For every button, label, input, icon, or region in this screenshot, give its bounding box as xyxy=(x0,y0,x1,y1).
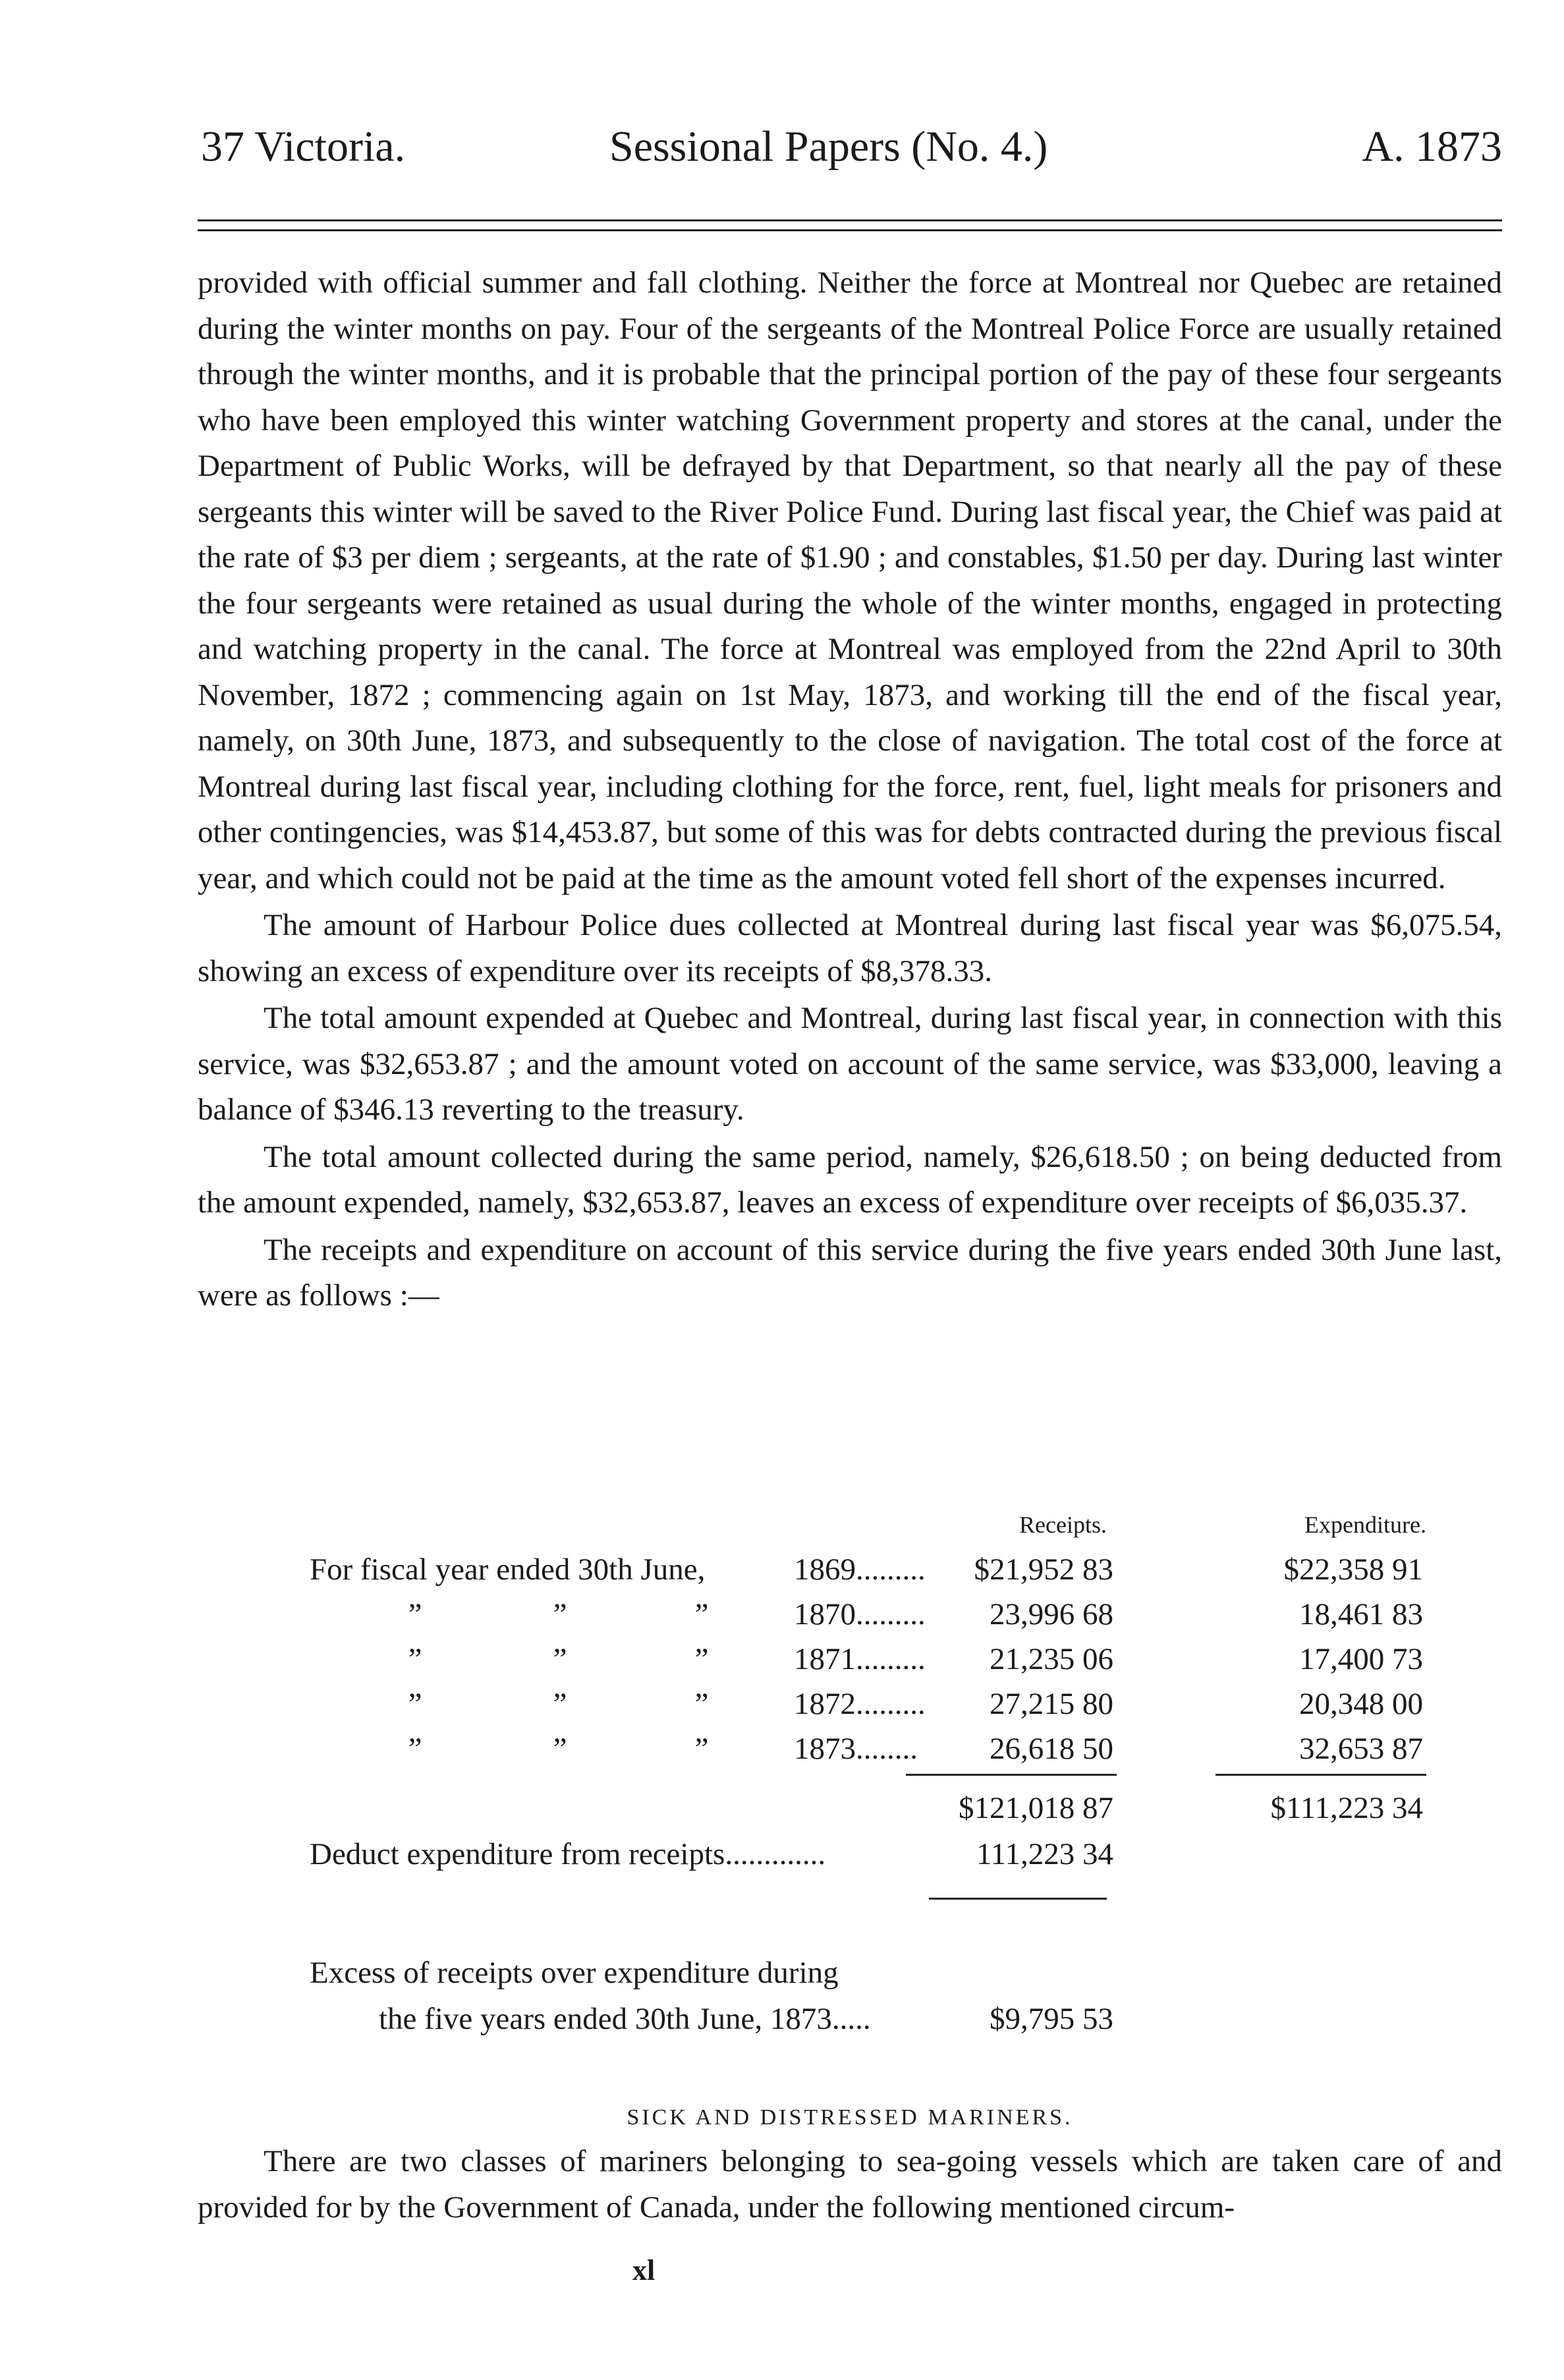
row-year: 1873........ xyxy=(794,1732,918,1766)
page-folio: xl xyxy=(632,2254,656,2286)
col-header-receipts: Receipts. xyxy=(1019,1512,1107,1538)
sum-rule-excess xyxy=(929,1898,1107,1900)
deduct-value: 111,223 34 xyxy=(976,1837,1113,1871)
closing-paragraph-wrap xyxy=(198,2138,1502,2230)
body-text xyxy=(198,260,1502,1319)
row-label: For fiscal year ended 30th June, xyxy=(310,1552,706,1587)
table-row xyxy=(198,1682,1502,1726)
closing-paragraph: There are two classes of mariners belonging to sea-going vessels which are taken care of and provided for by the Government of Canada, under the following mentioned circum- xyxy=(198,2144,1502,2224)
running-header xyxy=(198,122,1502,188)
total-expenditure: $111,223 34 xyxy=(1270,1791,1423,1825)
ditto-mark: ” xyxy=(553,1597,567,1631)
ditto-mark: ” xyxy=(408,1687,422,1721)
ditto-mark: ” xyxy=(694,1687,709,1721)
row-receipts: $21,952 83 xyxy=(974,1552,1113,1587)
sum-rule-receipts xyxy=(906,1774,1117,1776)
ditto-mark: ” xyxy=(694,1642,709,1676)
table-row xyxy=(198,1547,1502,1592)
excess-label-1: Excess of receipts over expenditure during xyxy=(310,1956,839,1990)
row-expenditure: 17,400 73 xyxy=(1299,1642,1423,1676)
row-year: 1870......... xyxy=(794,1597,926,1631)
row-expenditure: 32,653 87 xyxy=(1299,1732,1423,1766)
row-expenditure: 18,461 83 xyxy=(1299,1597,1423,1631)
excess-row-2 xyxy=(198,1997,1502,2041)
row-receipts: 23,996 68 xyxy=(990,1597,1113,1631)
ditto-mark: ” xyxy=(408,1732,422,1766)
ditto-mark: ” xyxy=(408,1597,422,1631)
row-receipts: 26,618 50 xyxy=(990,1732,1113,1766)
excess-value: $9,795 53 xyxy=(990,2002,1113,2036)
row-year: 1872......... xyxy=(794,1687,926,1721)
table-row xyxy=(198,1592,1502,1637)
paragraph-3: The total amount expended at Quebec and Montreal, during last fiscal year, in connection with this service, was $32,653.87 ; and the amount voted on account of the same service, was $33,000, leaving a balance of $346.13 reverting to the treasury. xyxy=(198,1001,1502,1127)
deduct-row xyxy=(198,1832,1502,1877)
ditto-mark: ” xyxy=(408,1642,422,1676)
total-receipts: $121,018 87 xyxy=(959,1791,1113,1825)
ditto-mark: ” xyxy=(694,1597,709,1631)
ditto-mark: ” xyxy=(694,1732,709,1766)
row-year: 1871......... xyxy=(794,1642,926,1676)
row-expenditure: $22,358 91 xyxy=(1283,1552,1423,1587)
row-receipts: 27,215 80 xyxy=(990,1687,1113,1721)
sum-rule-expenditure xyxy=(1215,1774,1426,1776)
paragraph-4: The total amount collected during the same period, namely, $26,618.50 ; on being deducted from the amount expended, namely, $32,653.87, leaves an excess of expenditure over receipts of $6,035.37. xyxy=(198,1139,1502,1220)
receipts-expenditure-table xyxy=(198,1502,1502,2036)
document-page xyxy=(198,122,1502,2036)
excess-label-2: the five years ended 30th June, 1873..... xyxy=(379,2002,871,2036)
row-receipts: 21,235 06 xyxy=(990,1642,1113,1676)
excess-row-1 xyxy=(198,1950,1502,1995)
header-year: A. 1873 xyxy=(1362,123,1502,171)
ditto-mark: ” xyxy=(553,1732,567,1766)
row-year: 1869......... xyxy=(794,1552,926,1587)
paragraph-5: The receipts and expenditure on account of this service during the five years ended 30th June last, were as follows :— xyxy=(198,1232,1502,1313)
header-double-rule xyxy=(198,219,1502,231)
totals-row xyxy=(198,1786,1502,1830)
table-header-row xyxy=(198,1502,1502,1547)
paragraph-1: provided with official summer and fall clothing. Neither the force at Montreal nor Quebec are retained during the winter months on pay. Four of the sergeants of the Montreal Police Force are usually retained through the winter months, and it is probable that the principal portion of the pay of these four sergeants who have been employed this winter watching Government property and stores at the canal, under the Department of Public Works, will be defrayed by that Department, so that nearly all the pay of these sergeants this winter will be saved to the River Police Fund. During last fiscal year, the Chief was paid at the rate of $3 per diem ; sergeants, at the rate of $1.90 ; and constables, $1.50 per day. During last winter the four sergeants were retained as usual during the whole of the winter months, engaged in protecting and watching property in the canal. The force at Montreal was employed from the 22nd April to 30th November, 1872 ; commencing again on 1st May, 1873, and working till the end of the fiscal year, namely, on 30th June, 1873, and subsequently to the close of navigation. The total cost of the force at Montreal during last fiscal year, including clothing for the force, rent, fuel, light meals for prisoners and other contingencies, was $14,453.87, but some of this was for debts contracted during the previous fiscal year, and which could not be paid at the time as the amount voted fell short of the expenses incurred. xyxy=(198,266,1502,895)
ditto-mark: ” xyxy=(553,1687,567,1721)
paragraph-2: The amount of Harbour Police dues collected at Montreal during last fiscal year was $6,075.54, showing an excess of expenditure over its receipts of $8,378.33. xyxy=(198,908,1502,988)
header-session: 37 Victoria. xyxy=(201,123,406,171)
col-header-expenditure: Expenditure. xyxy=(1304,1512,1426,1538)
header-title: Sessional Papers (No. 4.) xyxy=(609,123,1048,171)
ditto-mark: ” xyxy=(553,1642,567,1676)
deduct-label: Deduct expenditure from receipts............. xyxy=(310,1837,826,1871)
table-row xyxy=(198,1726,1502,1771)
table-row xyxy=(198,1637,1502,1682)
section-title: SICK AND DISTRESSED MARINERS. xyxy=(627,2105,1073,2130)
row-expenditure: 20,348 00 xyxy=(1299,1687,1423,1721)
